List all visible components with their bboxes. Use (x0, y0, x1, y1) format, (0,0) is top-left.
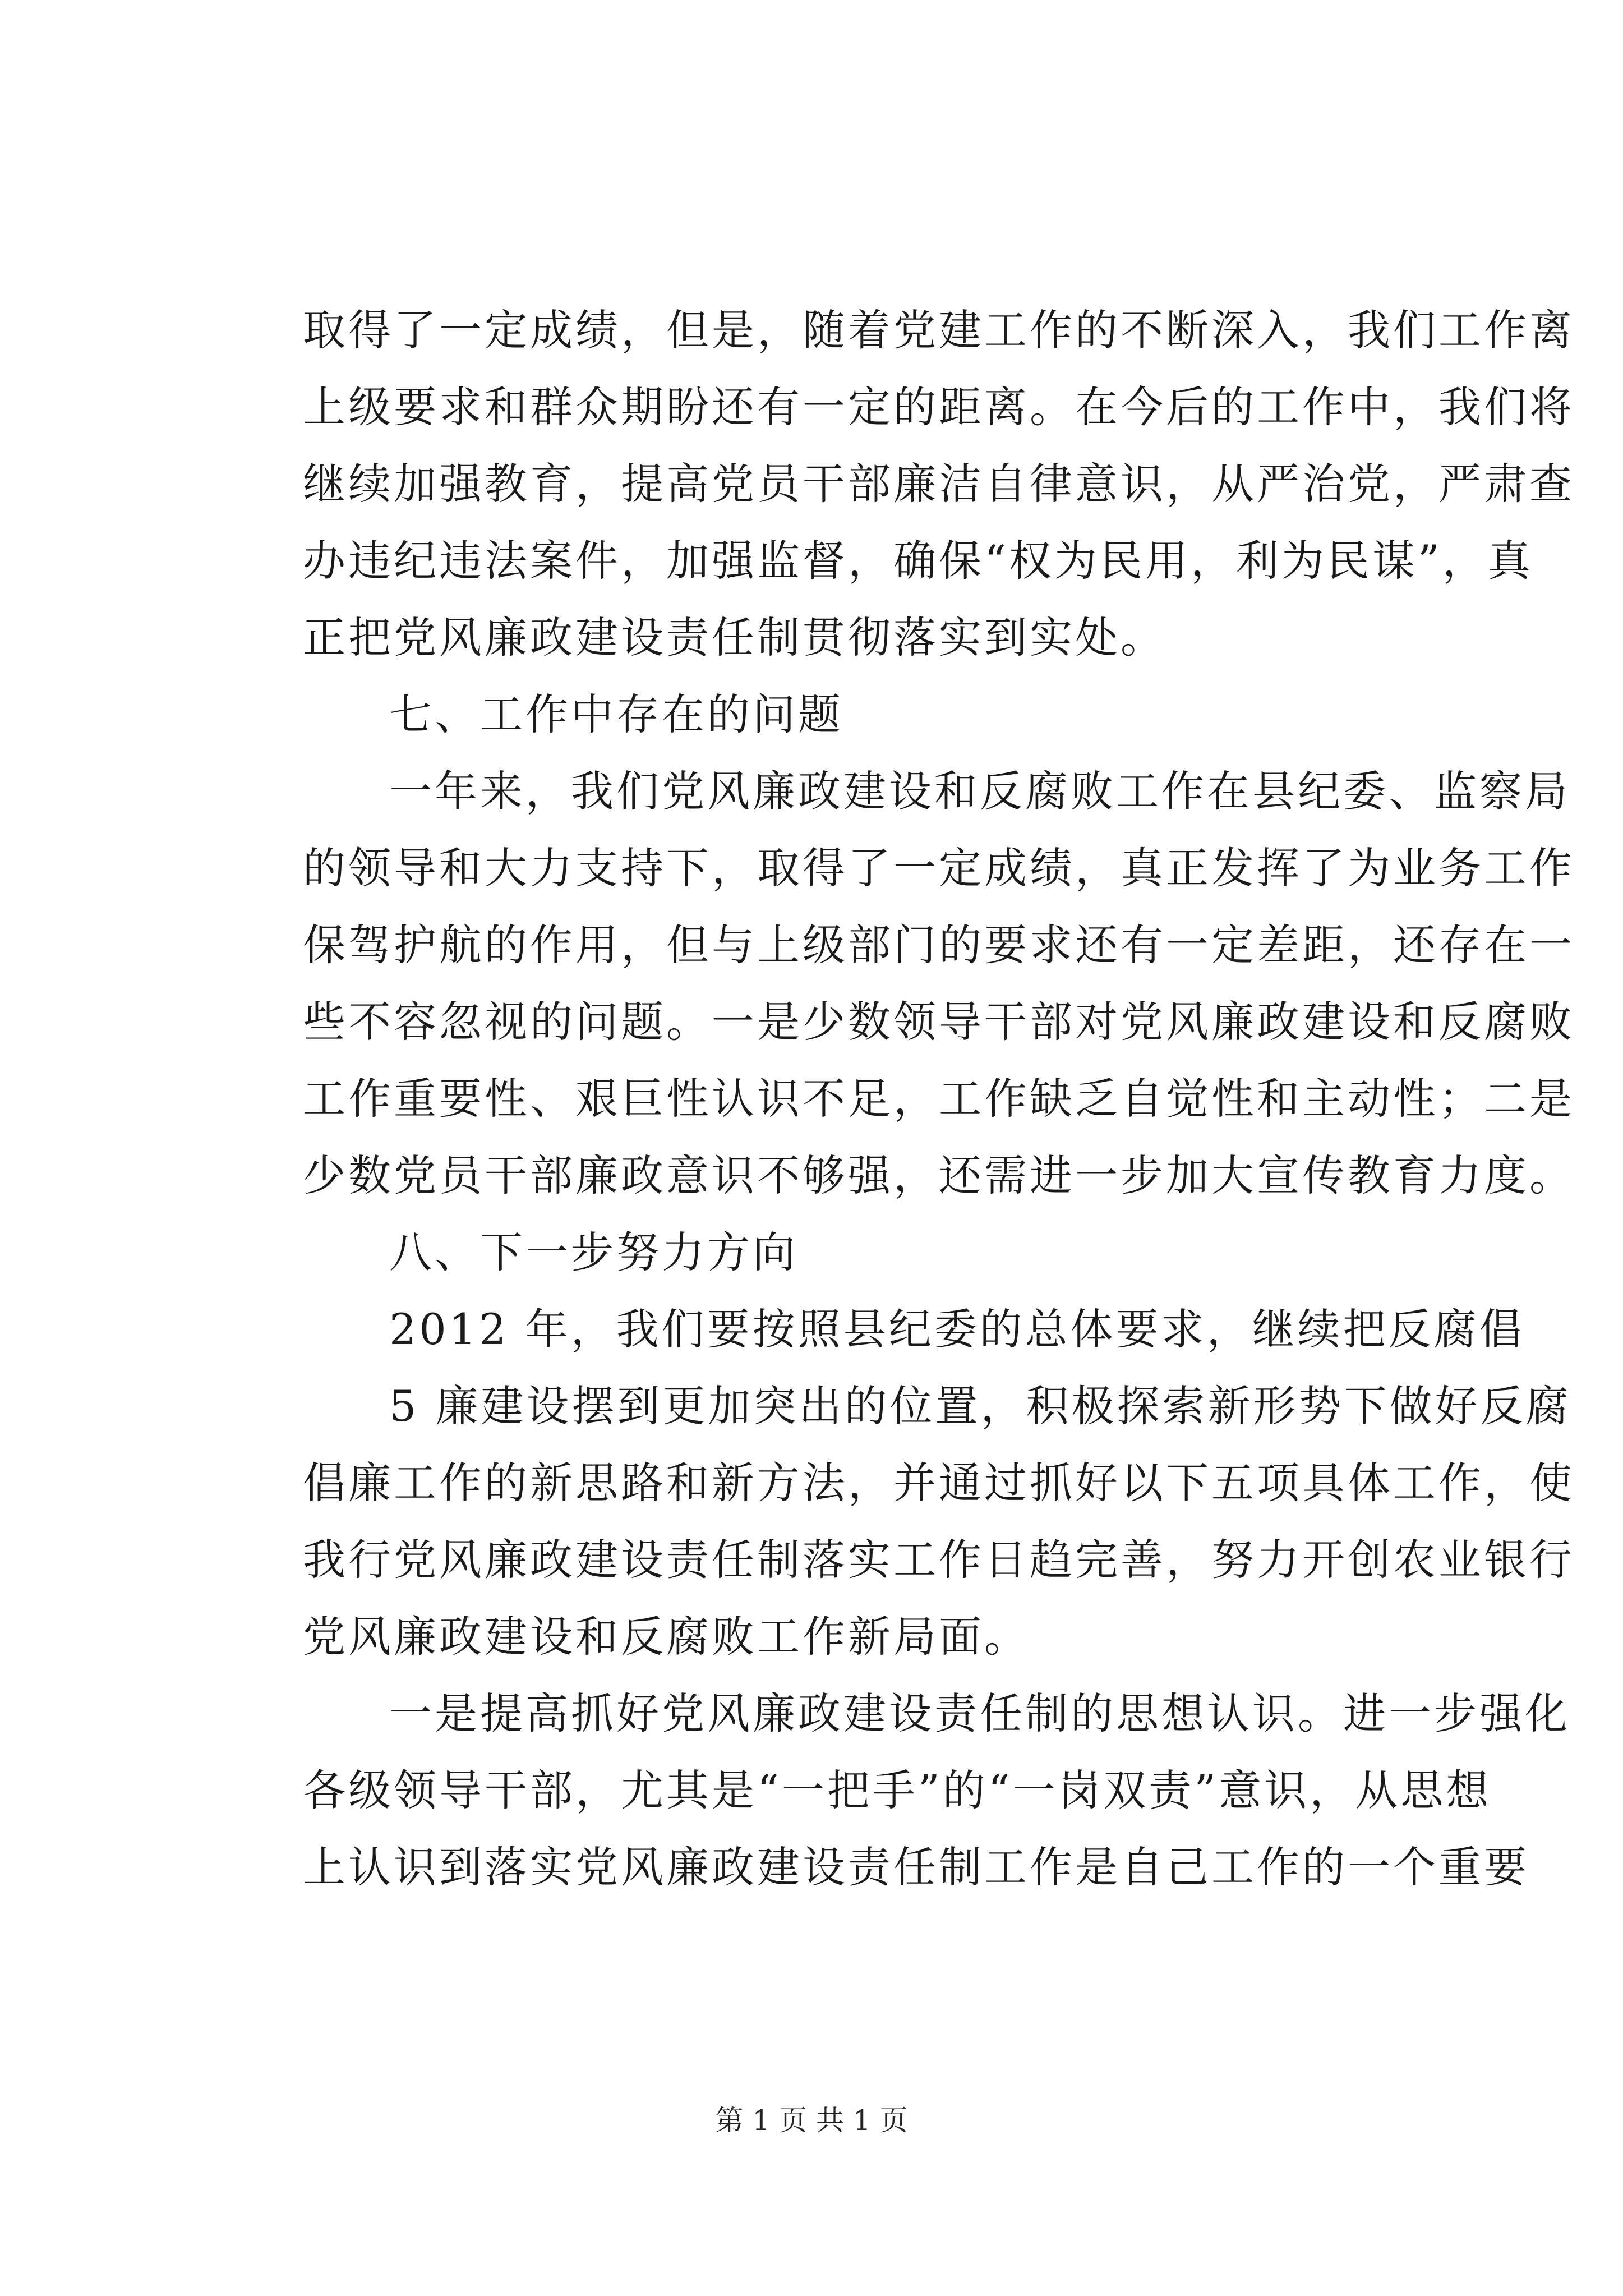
text-line: 倡廉工作的新思路和新方法，并通过抓好以下五项具体工作，使 (303, 1458, 1575, 1508)
text-line: 取得了一定成绩，但是，随着党建工作的不断深入，我们工作离 (303, 305, 1575, 355)
text-line: 党风廉政建设和反腐败工作新局面。 (303, 1612, 1030, 1662)
section-heading: 八、下一步努力方向 (389, 1227, 798, 1277)
text-line: 5 廉建设摆到更加突出的位置，积极探索新形势下做好反腐 (389, 1381, 1571, 1431)
page-number-footer: 第 1 页 共 1 页 (715, 2104, 908, 2137)
text-line: 2012 年，我们要按照县纪委的总体要求，继续把反腐倡 (389, 1304, 1525, 1354)
text-line: 我行党风廉政建设责任制落实工作日趋完善，努力开创农业银行 (303, 1535, 1575, 1585)
text-line: 上认识到落实党风廉政建设责任制工作是自己工作的一个重要 (303, 1842, 1529, 1892)
text-line: 继续加强教育，提高党员干部廉洁自律意识，从严治党，严肃查 (303, 459, 1575, 509)
text-line: 办违纪违法案件，加强监督，确保“权为民用，利为民谋”，真 (303, 536, 1533, 586)
text-line: 正把党风廉政建设责任制贯彻落实到实处。 (303, 613, 1166, 662)
text-line: 各级领导干部，尤其是“一把手”的“一岗双责”意识，从思想 (303, 1765, 1492, 1815)
text-line: 些不容忽视的问题。一是少数领导干部对党风廉政建设和反腐败 (303, 997, 1575, 1047)
text-line: 一是提高抓好党风廉政建设责任制的思想认识。进一步强化 (389, 1688, 1570, 1738)
text-line: 的领导和大力支持下，取得了一定成绩，真正发挥了为业务工作 (303, 843, 1575, 893)
text-line: 保驾护航的作用，但与上级部门的要求还有一定差距，还存在一 (303, 920, 1575, 970)
text-line: 一年来，我们党风廉政建设和反腐败工作在县纪委、监察局 (389, 766, 1570, 816)
section-heading: 七、工作中存在的问题 (389, 689, 843, 739)
text-line: 工作重要性、艰巨性认识不足，工作缺乏自觉性和主动性；二是 (303, 1074, 1575, 1124)
text-line: 上级要求和群众期盼还有一定的距离。在今后的工作中，我们将 (303, 382, 1575, 432)
text-line: 少数党员干部廉政意识不够强，还需进一步加大宣传教育力度。 (303, 1151, 1575, 1200)
document-body (303, 292, 1575, 1906)
